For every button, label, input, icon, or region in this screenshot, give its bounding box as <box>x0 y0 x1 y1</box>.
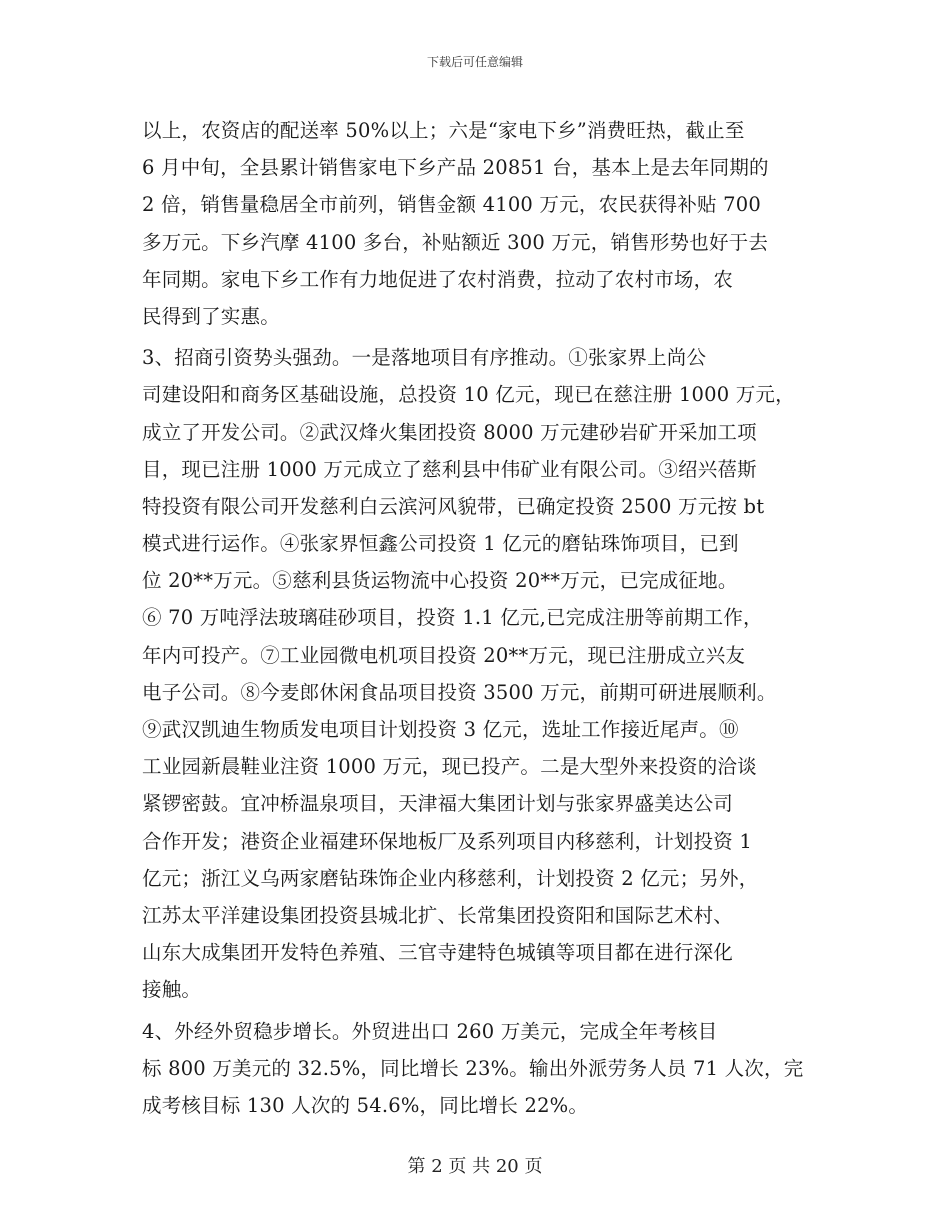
text-line: 工业园新晨鞋业注资 1000 万元，现已投产。二是大型外来投资的洽谈 <box>142 755 757 779</box>
text-line: 电子公司。⑧今麦郎休闲食品项目投资 3500 万元，前期可研进展顺利。 <box>142 680 777 704</box>
text-line: 2 倍，销售量稳居全市前列，销售金额 4100 万元，农民获得补贴 700 <box>142 193 761 217</box>
page-footer: 第 2 页 共 20 页 <box>407 1156 543 1177</box>
paragraph-1 <box>142 112 832 335</box>
text-line: ⑥ 70 万吨浮法玻璃硅砂项目，投资 1.1 亿元,已完成注册等前期工作， <box>142 606 763 630</box>
text-line: 亿元；浙江义乌两家磨钻珠饰企业内移慈利，计划投资 2 亿元；另外， <box>142 866 759 890</box>
text-line: 模式进行运作。④张家界恒鑫公司投资 1 亿元的磨钻珠饰项目，已到 <box>142 532 739 556</box>
text-line: 以上，农资店的配送率 50%以上；六是“家电下乡”消费旺热，截止至 <box>142 119 745 142</box>
text-line: 标 800 万美元的 32.5%，同比增长 23%。输出外派劳务人员 71 人次，完 <box>142 1056 804 1080</box>
text-line: 特投资有限公司开发慈利白云滨河风貌带，已确定投资 2500 万元按 bt <box>142 494 765 518</box>
paragraph-2 <box>142 339 832 1008</box>
text-line: ⑨武汉凯迪生物质发电项目计划投资 3 亿元，选址工作接近尾声。⑩ <box>142 718 739 741</box>
text-line: 年同期。家电下乡工作有力地促进了农村消费，拉动了农村市场，农 <box>142 267 734 291</box>
text-line: 6 月中旬，全县累计销售家电下乡产品 20851 台，基本上是去年同期的 <box>142 156 769 180</box>
text-line: 民得到了实惠。 <box>142 304 280 328</box>
text-line: 目，现已注册 1000 万元成立了慈利县中伟矿业有限公司。③绍兴蓓斯 <box>142 457 757 481</box>
text-line: 成立了开发公司。②武汉烽火集团投资 8000 万元建砂岩矿开采加工项 <box>142 420 757 444</box>
paragraph-3 <box>142 1013 832 1125</box>
text-line: 紧锣密鼓。宜冲桥温泉项目，天津福大集团计划与张家界盛美达公司 <box>142 792 734 816</box>
text-line: 年内可投产。⑦工业园微电机项目投资 20**万元，现已注册成立兴友 <box>142 643 746 667</box>
text-line: 3、招商引资势头强劲。一是落地项目有序推动。①张家界上尚公 <box>142 346 707 370</box>
text-line: 4、外经外贸稳步增长。外贸进出口 260 万美元，完成全年考核目 <box>142 1019 718 1043</box>
text-line: 山东大成集团开发特色养殖、三官寺建特色城镇等项目都在进行深化 <box>142 941 734 965</box>
page-header: 下载后可任意编辑 <box>426 55 523 69</box>
text-line: 合作开发；港资企业福建环保地板厂及系列项目内移慈利，计划投资 1 <box>142 829 753 853</box>
document-body <box>142 112 832 1124</box>
text-line: 江苏太平洋建设集团投资县城北扩、长常集团投资阳和国际艺术村、 <box>142 903 734 927</box>
text-line: 司建设阳和商务区基础设施，总投资 10 亿元，现已在慈注册 1000 万元， <box>142 383 795 407</box>
text-line: 接触。 <box>142 978 202 1002</box>
text-line: 位 20**万元。⑤慈利县货运物流中心投资 20**万元，已完成征地。 <box>142 569 738 593</box>
text-line: 多万元。下乡汽摩 4100 多台，补贴额近 300 万元，销售形势也好于去 <box>142 230 769 254</box>
text-line: 成考核目标 130 人次的 54.6%，同比增长 22%。 <box>142 1093 589 1117</box>
